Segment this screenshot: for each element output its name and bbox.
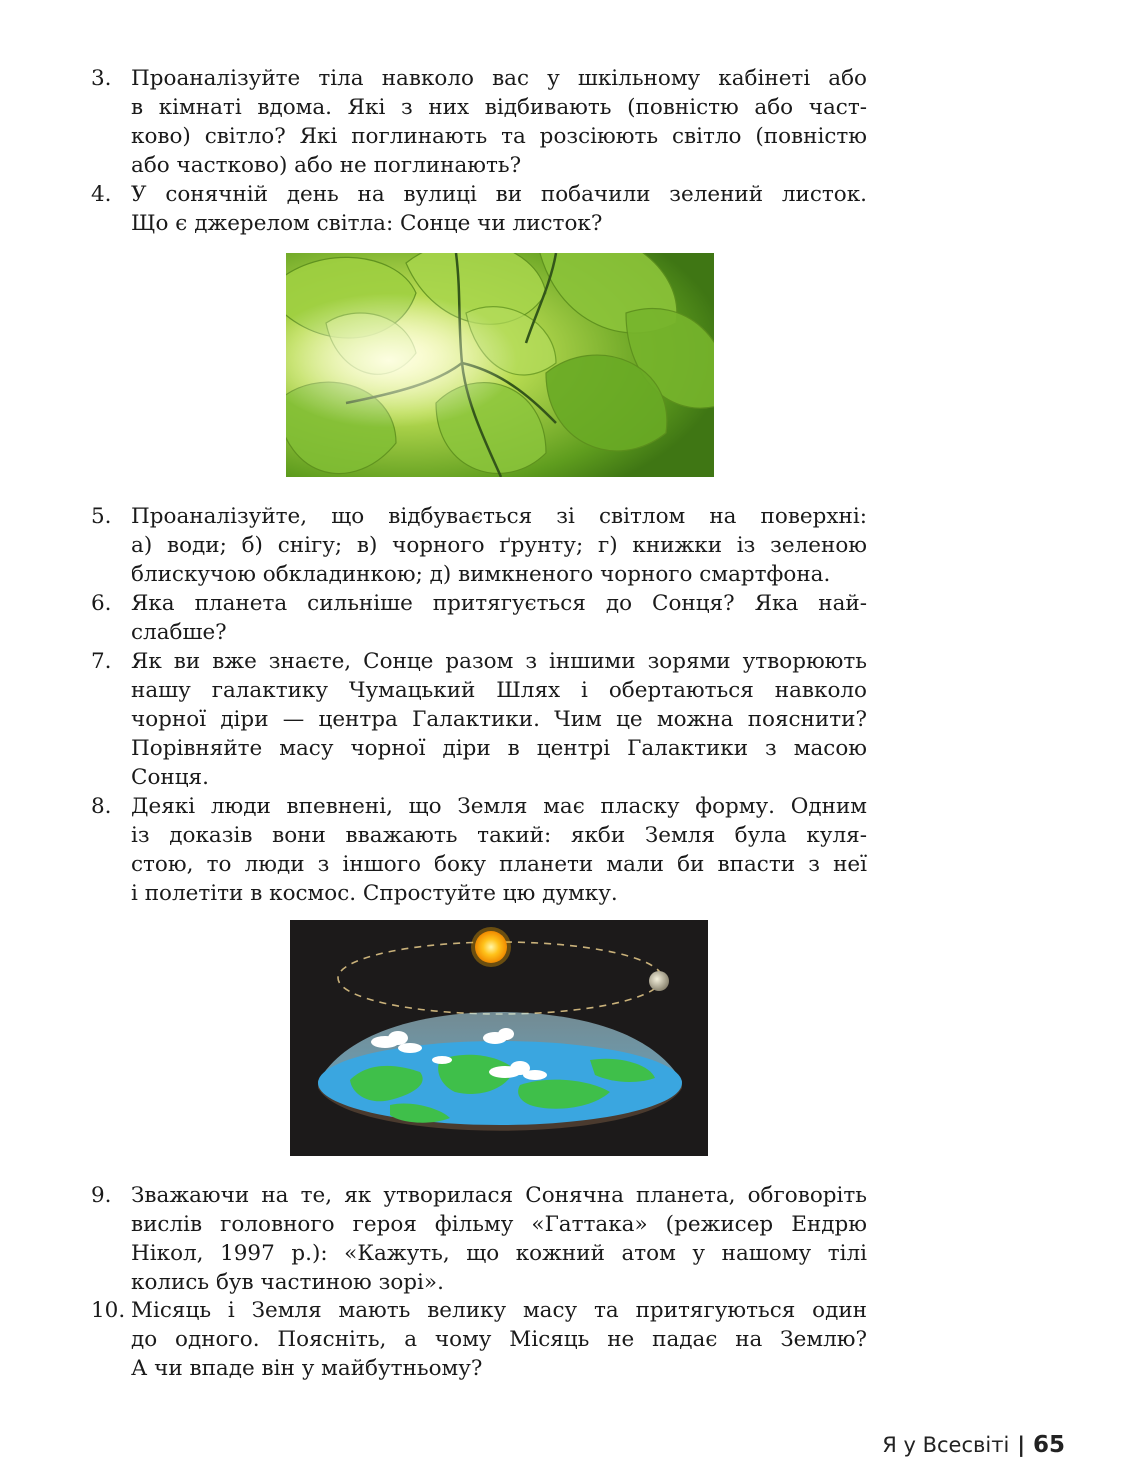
- question-text-line: до одного. Поясніть, а чому Місяць не падає на Землю?: [131, 1327, 867, 1352]
- question-number: 5.: [91, 504, 112, 529]
- question-text-line: Проаналізуйте, що відбувається зі світлом на поверхні:: [131, 504, 867, 529]
- question-text-line: а) води; б) снігу; в) чорного ґрунту; г) книжки із зеленою: [131, 533, 867, 558]
- question-text-line: ково) світло? Які поглинають та розсіюють світло (повністю: [131, 124, 867, 149]
- footer-separator: |: [1017, 1433, 1025, 1457]
- question-text-line: слабше?: [131, 620, 227, 645]
- question-text-line: і полетіти в космос. Спростуйте цю думку.: [131, 881, 618, 906]
- question-text-line: Яка планета сильніше притягується до Сонця? Яка най-: [131, 591, 867, 616]
- page-footer: [882, 1432, 1065, 1458]
- question-text-line: Місяць і Земля мають велику масу та притягуються один: [131, 1298, 867, 1323]
- question-text-line: із доказів вони вважають такий: якби Земля була куля-: [131, 823, 867, 848]
- question-number: 9.: [91, 1183, 112, 1208]
- question-text-line: нашу галактику Чумацький Шлях і обертаються навколо: [131, 678, 867, 703]
- section-title: Я у Всесвіті: [882, 1433, 1010, 1457]
- question-number: 7.: [91, 649, 112, 674]
- question-text-line: Що є джерелом світла: Сонце чи листок?: [131, 211, 603, 236]
- question-text-line: блискучою обкладинкою; д) вимкненого чорного смартфона.: [131, 562, 831, 587]
- question-number: 10.: [91, 1298, 126, 1323]
- question-text-line: Нікол, 1997 р.): «Кажуть, що кожний атом у нашому тілі: [131, 1241, 867, 1266]
- question-text-line: в кімнаті вдома. Які з них відбивають (повністю або част-: [131, 95, 867, 120]
- flat-earth-illustration: [290, 920, 708, 1156]
- question-number: 6.: [91, 591, 112, 616]
- question-text-line: Як ви вже знаєте, Сонце разом з іншими зорями утворюють: [131, 649, 867, 674]
- question-text-line: або частково) або не поглинають?: [131, 153, 522, 178]
- question-number: 3.: [91, 66, 112, 91]
- question-text-line: Порівняйте масу чорної діри в центрі Галактики з масою: [131, 736, 867, 761]
- question-text-line: колись був частиною зорі».: [131, 1270, 444, 1295]
- question-text-line: Зважаючи на те, як утворилася Сонячна планета, обговоріть: [131, 1183, 867, 1208]
- question-text-line: вислів головного героя фільму «Гаттака» (режисер Ендрю: [131, 1212, 867, 1237]
- question-text-line: стою, то люди з іншого боку планети мали би впасти з неї: [131, 852, 867, 877]
- question-number: 8.: [91, 794, 112, 819]
- question-text-line: Сонця.: [131, 765, 209, 790]
- question-text-line: У сонячній день на вулиці ви побачили зелений листок.: [131, 182, 867, 207]
- page-number: 65: [1032, 1432, 1065, 1458]
- question-text-line: чорної діри — центра Галактики. Чим це можна пояснити?: [131, 707, 867, 732]
- question-text-line: Проаналізуйте тіла навколо вас у шкільному кабінеті або: [131, 66, 867, 91]
- green-leaves-photo: [286, 253, 714, 477]
- question-text-line: А чи впаде він у майбутньому?: [131, 1356, 483, 1381]
- question-number: 4.: [91, 182, 112, 207]
- question-text-line: Деякі люди впевнені, що Земля має пласку форму. Одним: [131, 794, 867, 819]
